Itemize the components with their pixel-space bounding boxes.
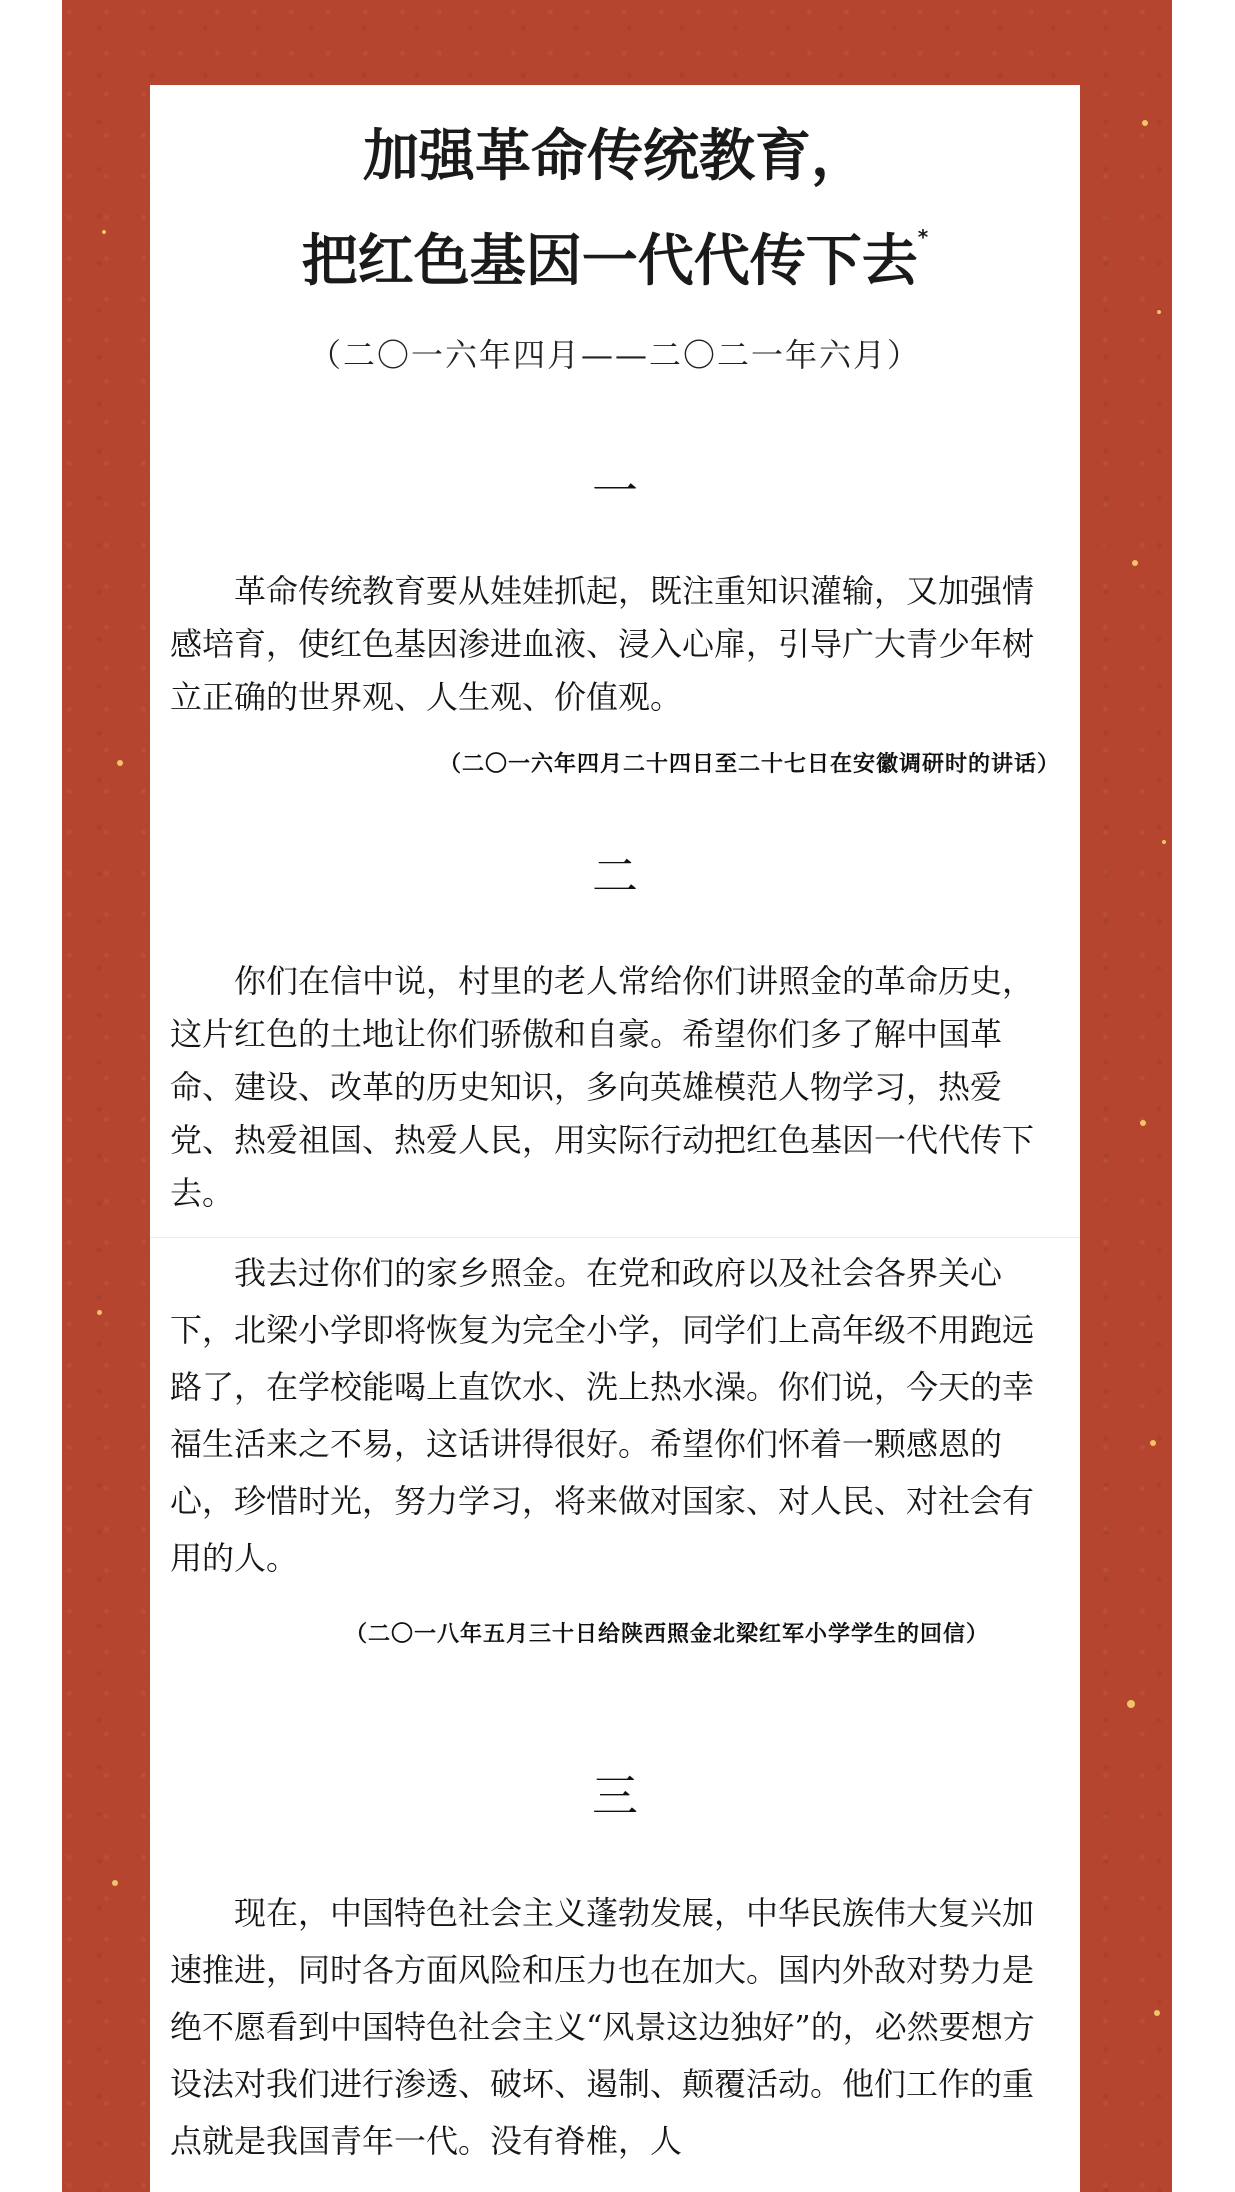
document-page [150, 85, 1080, 2192]
date-range: （二〇一六年四月——二〇二一年六月） [308, 336, 921, 374]
paragraph: 你们在信中说，村里的老人常给你们讲照金的革命历史，这片红色的土地让你们骄傲和自豪。希望你们多了解中国革命、建设、改革的历史知识，多向英雄模范人物学习，热爱党、热爱祖国、热爱人民，用实际行动把红色基因一代代传下去。 [170, 962, 1035, 1212]
gold-fleck [1132, 560, 1138, 566]
section-numeral-2: 二 [592, 849, 638, 903]
gold-fleck [1162, 840, 1166, 844]
gold-fleck [1154, 2010, 1160, 2016]
section-numeral-3: 三 [592, 1769, 638, 1823]
source-note: （二〇一六年四月二十四日至二十七日在安徽调研时的讲话） [438, 751, 1060, 777]
image-seam [150, 1237, 1080, 1238]
gold-fleck [1127, 1700, 1135, 1708]
paragraph: 我去过你们的家乡照金。在党和政府以及社会各界关心下，北梁小学即将恢复为完全小学，同学们上高年级不用跑远路了，在学校能喝上直饮水、洗上热水澡。你们说，今天的幸福生活来之不易，这话讲得很好。希望你们怀着一颗感恩的心，珍惜时光，努力学习，将来做对国家、对人民、对社会有用的人。 [170, 1254, 1035, 1577]
gold-fleck [97, 1310, 102, 1315]
section-numeral-1: 一 [592, 464, 638, 518]
gold-fleck [1142, 120, 1148, 126]
gold-fleck [112, 1880, 118, 1886]
title-line-1: 加强革命传统教育， [363, 124, 867, 189]
paragraph: 革命传统教育要从娃娃抓起，既注重知识灌输，又加强情感培育，使红色基因渗进血液、浸入心扉，引导广大青少年树立正确的世界观、人生观、价值观。 [170, 572, 1035, 716]
gold-fleck [1157, 310, 1161, 314]
source-note: （二〇一八年五月三十日给陕西照金北梁红军小学学生的回信） [345, 1621, 990, 1647]
gold-fleck [1150, 1440, 1156, 1446]
gold-fleck [102, 230, 106, 234]
footnote-marker: * [917, 225, 929, 249]
paragraph: 现在，中国特色社会主义蓬勃发展，中华民族伟大复兴加速推进，同时各方面风险和压力也在加大。国内外敌对势力是绝不愿看到中国特色社会主义“风景这边独好”的，必然要想方设法对我们进行渗透、破坏、遏制、颠覆活动。他们工作的重点就是我国青年一代。没有脊椎，人 [170, 1894, 1035, 2160]
gold-fleck [1140, 1120, 1146, 1126]
title-line-2: 把红色基因一代代传下去* [301, 225, 929, 294]
gold-fleck [117, 760, 123, 766]
